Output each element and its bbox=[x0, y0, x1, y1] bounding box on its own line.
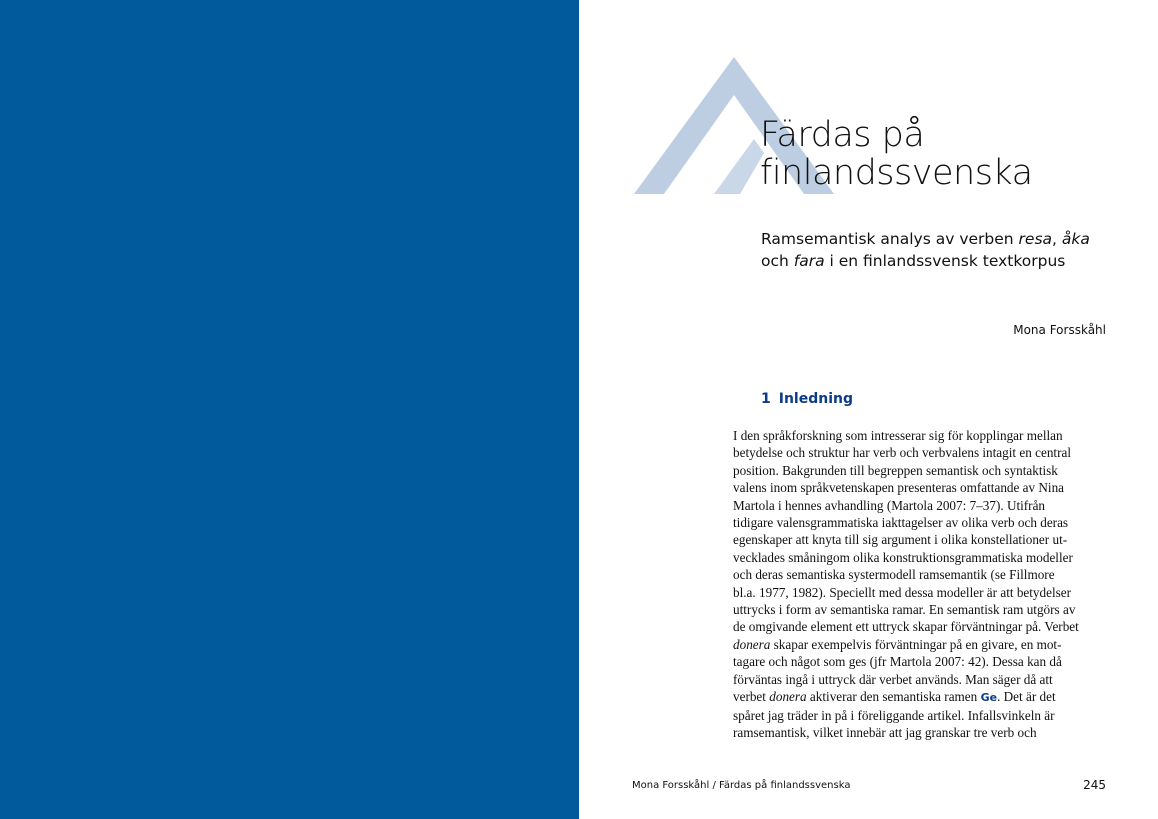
title-line-1: Färdas på bbox=[760, 115, 925, 155]
body-line: vecklades småningom olika konstruktionsgrammatiska modeller bbox=[733, 549, 1073, 565]
body-line: tagare och något som ges (jfr Martola 2007: 42). Dessa kan då bbox=[733, 654, 1062, 670]
body-line: egenskaper att knyta till sig argument i olika konstellationer ut- bbox=[733, 532, 1068, 548]
body-line: I den språkforskning som intresserar sig för kopplingar mellan bbox=[733, 428, 1063, 443]
section-title: Inledning bbox=[778, 391, 853, 407]
body-line: bl.a. 1977, 1982). Speciellt med dessa modeller är att betydelser bbox=[733, 584, 1072, 600]
subtitle-text: Ramsemantisk analys av verben bbox=[761, 230, 1019, 248]
body-line: betydelse och struktur har verb och verbvalens intagit en central bbox=[733, 445, 1071, 461]
body-text-run: . Det är det bbox=[997, 689, 1056, 705]
italic-term: donera bbox=[733, 636, 771, 652]
subtitle-text: , bbox=[1052, 230, 1062, 248]
italic-term: donera bbox=[769, 689, 807, 705]
body-text-run: skapar exempelvis förväntningar på en givare, en mot- bbox=[770, 636, 1062, 652]
article-title bbox=[760, 116, 1120, 192]
body-paragraph bbox=[733, 427, 1123, 741]
body-line: uttrycks i form av semantiska ramar. En semantisk ram utgörs av bbox=[733, 602, 1076, 618]
subtitle-text: i en finlandssvensk textkorpus bbox=[824, 252, 1066, 270]
body-text-run: aktiverar den semantiska ramen bbox=[806, 689, 981, 705]
running-head: Mona Forsskåhl / Färdas på finlandssvenska bbox=[632, 780, 851, 791]
semantic-frame-label: Ge bbox=[980, 691, 998, 705]
page-number: 245 bbox=[1083, 778, 1106, 792]
article-subtitle bbox=[761, 228, 1121, 272]
subtitle-verb: resa bbox=[1018, 230, 1053, 248]
section-heading bbox=[761, 391, 853, 407]
body-line: tidigare valensgrammatiska iakttagelser av olika verb och deras bbox=[733, 515, 1069, 531]
author-name: Mona Forsskåhl bbox=[1013, 323, 1106, 337]
body-line: valens inom språkvetenskapen presenteras omfattande av Nina bbox=[733, 480, 1065, 496]
body-line bbox=[733, 688, 1123, 706]
body-line: ramsemantisk, vilket innebär att jag granskar tre verb och bbox=[733, 724, 1037, 740]
title-line-2: finlandssvenska bbox=[760, 153, 1033, 193]
section-number: 1 bbox=[761, 391, 771, 407]
body-line: de omgivande element ett uttryck skapar förväntningar på. Verbet bbox=[733, 619, 1079, 635]
subtitle-text: och bbox=[761, 252, 794, 270]
body-line bbox=[733, 636, 1123, 653]
body-line: Martola i hennes avhandling (Martola 2007: 7–37). Utifrån bbox=[733, 497, 1046, 513]
body-line: förväntas ingå i uttryck där verbet används. Man säger då att bbox=[733, 671, 1053, 687]
subtitle-verb: åka bbox=[1061, 230, 1090, 248]
body-text-run: verbet bbox=[733, 689, 770, 705]
body-line: spåret jag träder in på i föreliggande artikel. Infallsvinkeln är bbox=[733, 707, 1055, 723]
subtitle-verb: fara bbox=[793, 252, 825, 270]
body-line: och deras semantiska systermodell ramsemantik (se Fillmore bbox=[733, 567, 1055, 583]
body-line: position. Bakgrunden till begreppen semantisk och syntaktisk bbox=[733, 462, 1058, 478]
